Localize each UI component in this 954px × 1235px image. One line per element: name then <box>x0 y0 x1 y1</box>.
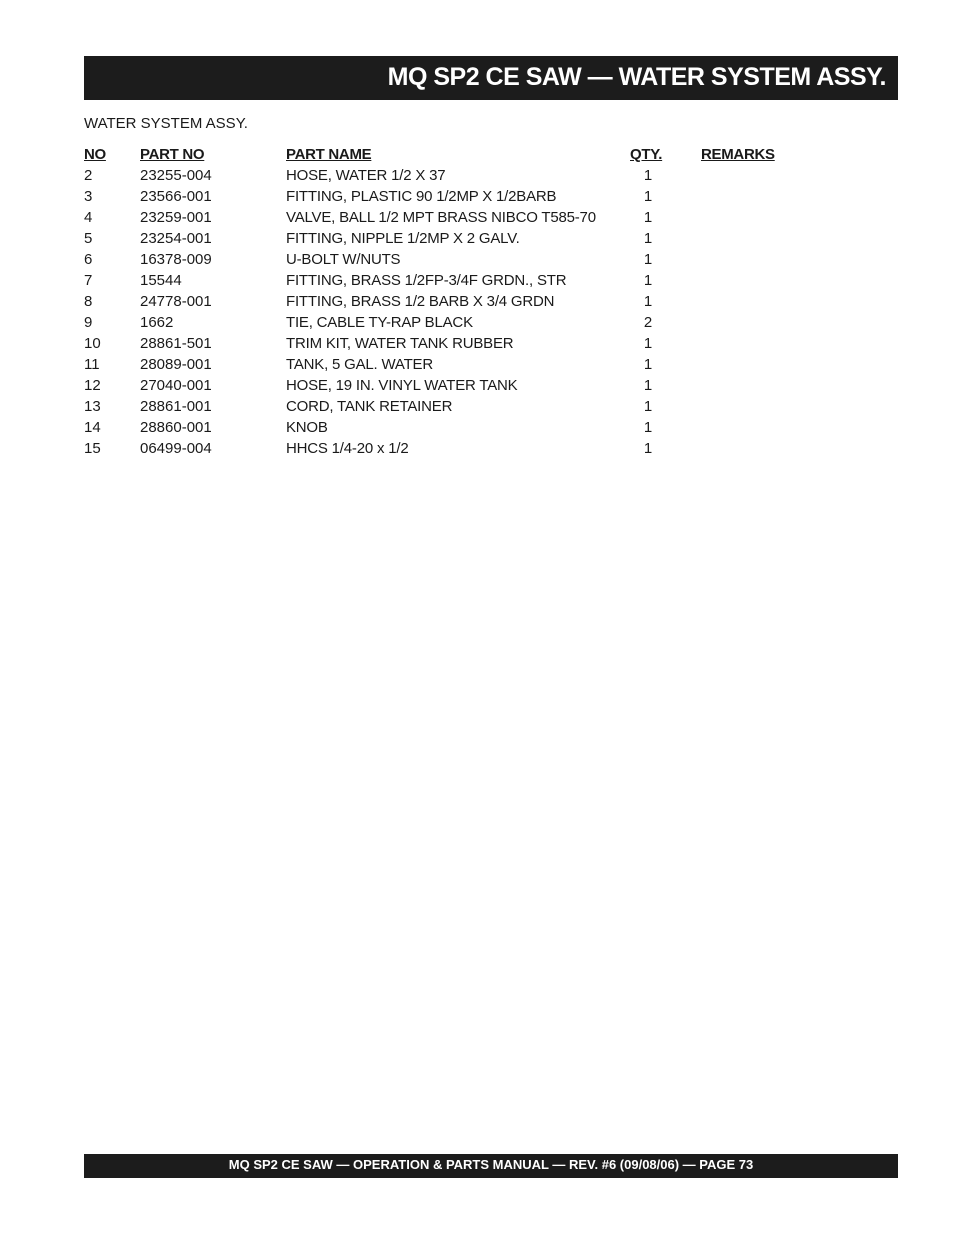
cell-no: 3 <box>84 188 93 205</box>
column-header-part-name: PART NAME <box>286 146 372 163</box>
cell-part-name: FITTING, NIPPLE 1/2MP X 2 GALV. <box>286 230 520 247</box>
cell-part-no: 24778-001 <box>140 293 212 310</box>
column-header-qty: QTY. <box>630 146 663 163</box>
cell-qty: 2 <box>643 314 653 331</box>
cell-part-no: 28861-001 <box>140 398 212 415</box>
cell-no: 5 <box>84 230 93 247</box>
cell-part-no: 28860-001 <box>140 419 212 436</box>
cell-no: 2 <box>84 167 93 184</box>
table-row <box>84 417 804 438</box>
table-header-row <box>84 145 804 165</box>
page-header-bar <box>84 56 898 100</box>
cell-part-name: VALVE, BALL 1/2 MPT BRASS NIBCO T585-70 <box>286 209 596 226</box>
table-body <box>84 165 804 459</box>
cell-no: 9 <box>84 314 93 331</box>
table-row <box>84 396 804 417</box>
cell-no: 12 <box>84 377 101 394</box>
parts-table <box>84 145 804 459</box>
cell-qty: 1 <box>643 440 653 457</box>
table-row <box>84 291 804 312</box>
cell-qty: 1 <box>643 230 653 247</box>
cell-qty: 1 <box>643 167 653 184</box>
cell-part-no: 16378-009 <box>140 251 212 268</box>
table-row <box>84 312 804 333</box>
table-row <box>84 249 804 270</box>
cell-part-name: HOSE, 19 IN. VINYL WATER TANK <box>286 377 518 394</box>
table-row <box>84 207 804 228</box>
cell-no: 10 <box>84 335 101 352</box>
cell-part-no: 15544 <box>140 272 182 289</box>
cell-qty: 1 <box>643 251 653 268</box>
cell-no: 13 <box>84 398 101 415</box>
cell-part-name: TANK, 5 GAL. WATER <box>286 356 433 373</box>
table-row <box>84 270 804 291</box>
table-row <box>84 375 804 396</box>
table-row <box>84 165 804 186</box>
cell-part-name: KNOB <box>286 419 328 436</box>
cell-no: 7 <box>84 272 93 289</box>
cell-no: 11 <box>84 356 100 373</box>
cell-no: 15 <box>84 440 101 457</box>
cell-part-name: FITTING, BRASS 1/2 BARB X 3/4 GRDN <box>286 293 555 310</box>
cell-qty: 1 <box>643 209 653 226</box>
cell-part-name: HOSE, WATER 1/2 X 37 <box>286 167 446 184</box>
cell-part-name: TRIM KIT, WATER TANK RUBBER <box>286 335 514 352</box>
table-row <box>84 228 804 249</box>
column-header-part-no: PART NO <box>140 146 205 163</box>
cell-qty: 1 <box>643 419 653 436</box>
cell-no: 6 <box>84 251 93 268</box>
cell-no: 4 <box>84 209 93 226</box>
cell-qty: 1 <box>643 398 653 415</box>
page-footer-bar <box>84 1154 898 1178</box>
cell-part-no: 23255-004 <box>140 167 212 184</box>
cell-part-no: 23254-001 <box>140 230 212 247</box>
cell-qty: 1 <box>643 272 653 289</box>
cell-no: 14 <box>84 419 101 436</box>
cell-qty: 1 <box>643 335 653 352</box>
cell-part-name: TIE, CABLE TY-RAP BLACK <box>286 314 473 331</box>
section-title: WATER SYSTEM ASSY. <box>84 115 248 132</box>
column-header-remarks: REMARKS <box>701 146 775 163</box>
cell-part-no: 06499-004 <box>140 440 212 457</box>
cell-part-no: 1662 <box>140 314 174 331</box>
cell-qty: 1 <box>643 377 653 394</box>
table-row <box>84 186 804 207</box>
table-row <box>84 354 804 375</box>
cell-part-no: 27040-001 <box>140 377 212 394</box>
footer-text: MQ SP2 CE SAW — OPERATION & PARTS MANUAL — REV. #6 (09/08/06) — PAGE 73 <box>228 1157 754 1172</box>
cell-part-name: CORD, TANK RETAINER <box>286 398 453 415</box>
cell-part-no: 23259-001 <box>140 209 212 226</box>
cell-qty: 1 <box>643 188 653 205</box>
table-row <box>84 333 804 354</box>
cell-qty: 1 <box>643 356 653 373</box>
cell-part-name: FITTING, BRASS 1/2FP-3/4F GRDN., STR <box>286 272 567 289</box>
cell-part-name: U-BOLT W/NUTS <box>286 251 401 268</box>
cell-part-name: FITTING, PLASTIC 90 1/2MP X 1/2BARB <box>286 188 557 205</box>
cell-part-no: 28089-001 <box>140 356 212 373</box>
table-row <box>84 438 804 459</box>
cell-qty: 1 <box>643 293 653 310</box>
column-header-no: NO <box>84 146 106 163</box>
cell-part-no: 23566-001 <box>140 188 212 205</box>
cell-part-no: 28861-501 <box>140 335 212 352</box>
cell-no: 8 <box>84 293 93 310</box>
page-title: MQ SP2 CE SAW — WATER SYSTEM ASSY. <box>387 63 886 91</box>
cell-part-name: HHCS 1/4-20 x 1/2 <box>286 440 409 457</box>
